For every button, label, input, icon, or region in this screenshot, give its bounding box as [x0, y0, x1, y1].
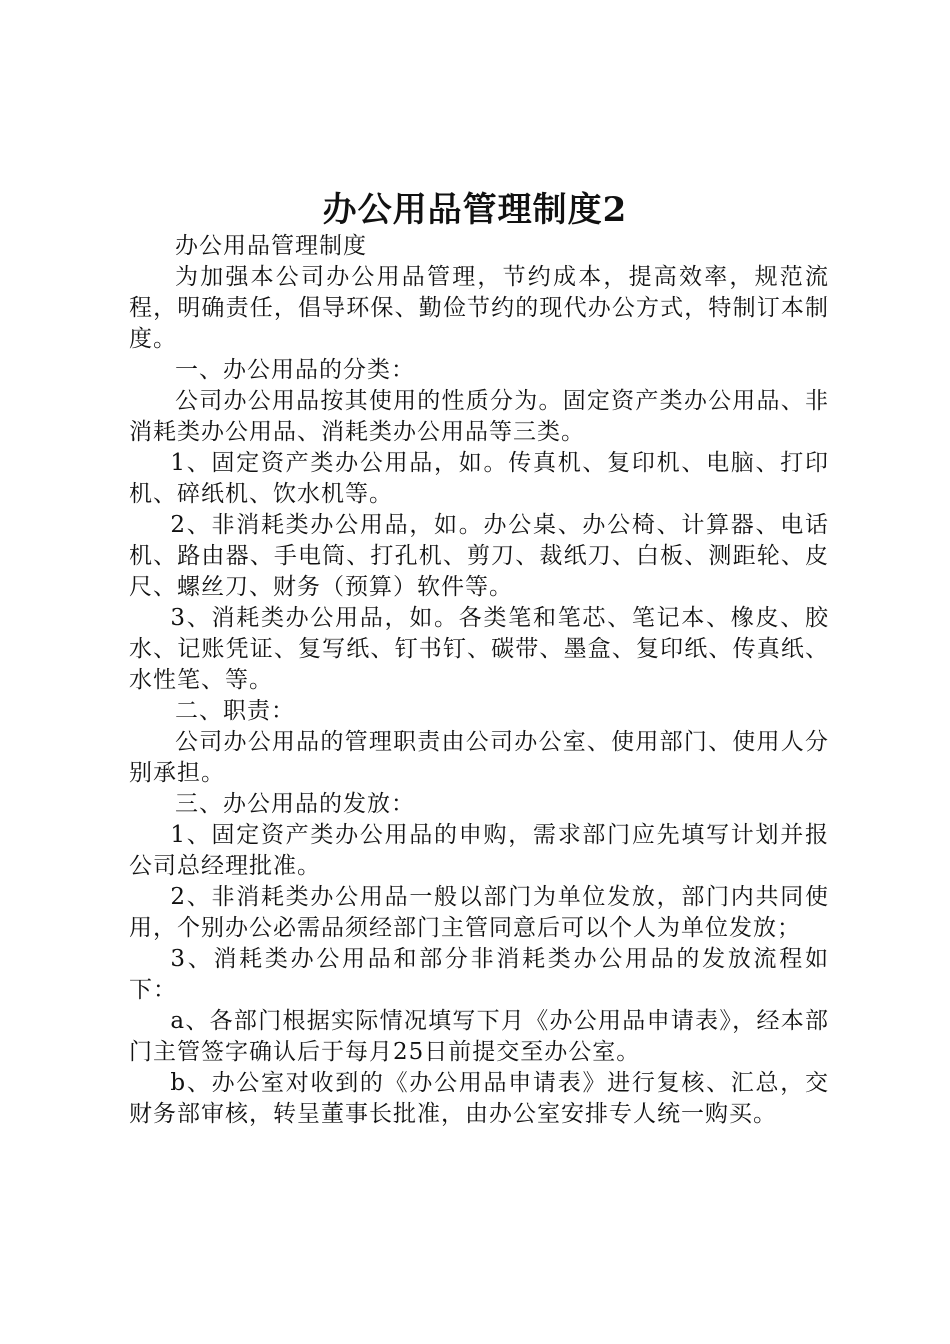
list-item-distribution-3: 3、消耗类办公用品和部分非消耗类办公用品的发放流程如下： [129, 946, 829, 1003]
section-heading-duties: 二、职责： [175, 698, 295, 724]
document-body [129, 231, 829, 1130]
list-item-non-consumables: 2、非消耗类办公用品，如。办公桌、办公椅、计算器、电话机、路由器、手电筒、打孔机、剪刀、裁纸刀、白板、测距轮、皮尺、螺丝刀、财务（预算）软件等。 [129, 512, 829, 600]
section-heading-distribution: 三、办公用品的发放： [175, 791, 415, 817]
paragraph-duties: 公司办公用品的管理职责由公司办公室、使用部门、使用人分别承担。 [129, 729, 829, 786]
list-item-fixed-assets: 1、固定资产类办公用品，如。传真机、复印机、电脑、打印机、碎纸机、饮水机等。 [129, 450, 829, 507]
document-title: 办公用品管理制度2 [322, 190, 628, 230]
list-item-step-a: a、各部门根据实际情况填写下月《办公用品申请表》，经本部门主管签字确认后于每月25日前提交至办公室。 [129, 1008, 829, 1065]
list-item-distribution-1: 1、固定资产类办公用品的申购，需求部门应先填写计划并报公司总经理批准。 [129, 822, 829, 879]
paragraph-intro: 为加强本公司办公用品管理，节约成本，提高效率，规范流程，明确责任，倡导环保、勤俭节约的现代办公方式，特制订本制度。 [129, 264, 829, 352]
section-heading-classification: 一、办公用品的分类： [175, 357, 415, 383]
list-item-step-b: b、办公室对收到的《办公用品申请表》进行复核、汇总，交财务部审核，转呈董事长批准，由办公室安排专人统一购买。 [129, 1070, 829, 1127]
list-item-distribution-2: 2、非消耗类办公用品一般以部门为单位发放，部门内共同使用，个别办公必需品须经部门主管同意后可以个人为单位发放； [129, 884, 829, 941]
list-item-consumables: 3、消耗类办公用品，如。各类笔和笔芯、笔记本、橡皮、胶水、记账凭证、复写纸、钉书钉、碳带、墨盒、复印纸、传真纸、水性笔、等。 [129, 605, 829, 693]
paragraph-classification: 公司办公用品按其使用的性质分为。固定资产类办公用品、非消耗类办公用品、消耗类办公用品等三类。 [129, 388, 829, 445]
paragraph-subtitle: 办公用品管理制度 [175, 233, 367, 259]
